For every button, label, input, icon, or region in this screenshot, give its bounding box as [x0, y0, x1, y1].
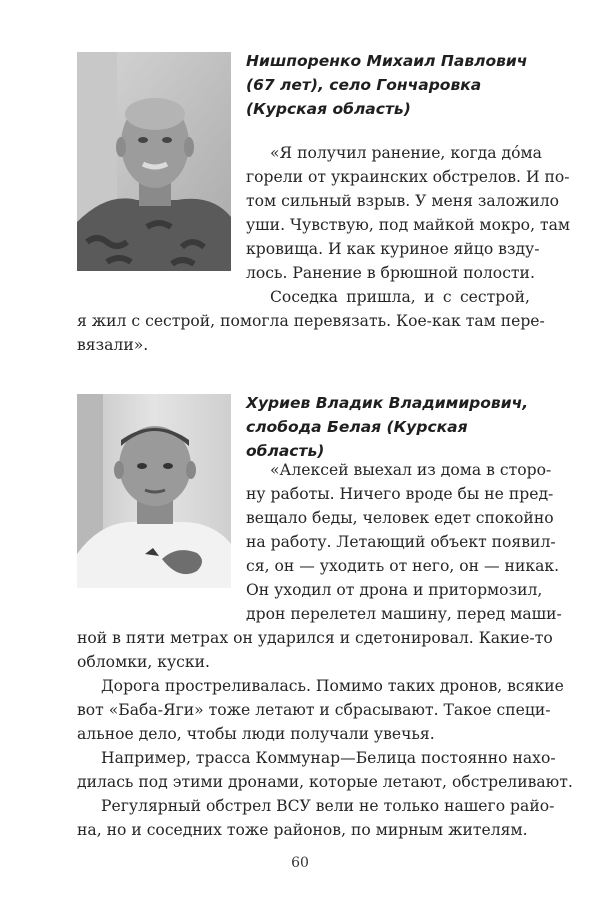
text-line: на работу. Летающий объект появил- [246, 533, 556, 551]
text-line: дрон перелетел машину, перед маши- [246, 605, 562, 623]
text-line: «Я получил ранение, когда до́ма [270, 144, 542, 162]
portrait-photo-khuriev [77, 394, 231, 588]
text-line: на, но и соседних тоже районов, по мирным жителям. [77, 821, 528, 839]
text-line: вещало беды, человек едет спокойно [246, 509, 554, 527]
text-line: обломки, куски. [77, 653, 211, 671]
text-line: ной в пяти метрах он ударился и сдетонировал. Какие-то [77, 629, 553, 647]
text-line: Соседка пришла, и с сестрой, [270, 288, 530, 306]
text-line: альное дело, чтобы люди получали увечья. [77, 725, 435, 743]
text-line: ся, он — уходить от него, он — никак. [246, 557, 560, 575]
text-line: я жил с сестрой, помогла перевязать. Кое-как там пере- [77, 312, 545, 330]
text-line: дилась под этими дронами, которые летают, обстреливают. [77, 773, 573, 791]
page-number: 60 [291, 855, 309, 871]
name-line: Нишпоренко Михаил Павлович [246, 52, 528, 70]
text-line: горели от украинских обстрелов. И по- [246, 168, 570, 186]
text-line: вот «Баба-Яги» тоже летают и сбрасывают. Такое специ- [77, 701, 551, 719]
name-line: (Курская область) [246, 100, 411, 118]
text-line: Он уходил от дрона и притормозил, [246, 581, 543, 599]
text-line: том сильный взрыв. У меня заложило [246, 192, 560, 210]
text-line: лось. Ранение в брюшной полости. [246, 264, 535, 282]
text-line: Регулярный обстрел ВСУ вели не только нашего райо- [101, 797, 555, 815]
text-line: вязали». [77, 336, 149, 354]
text-line: кровища. И как куриное яйцо взду- [246, 240, 540, 258]
person-name-heading-2 [246, 391, 546, 463]
text-line: Дорога простреливалась. Помимо таких дронов, всякие [101, 677, 564, 695]
portrait-photo-nishporenko [77, 52, 231, 271]
name-line: слобода Белая (Курская область) [246, 418, 468, 460]
text-line: уши. Чувствую, под майкой мокро, там [246, 216, 571, 234]
text-line: Например, трасса Коммунар—Белица постоянно нахо- [101, 749, 556, 767]
name-line: Хуриев Владик Владимирович, [246, 394, 529, 412]
name-line: (67 лет), село Гончаровка [246, 76, 482, 94]
text-line: «Алексей выехал из дома в сторо- [270, 461, 552, 479]
person-name-heading-1 [246, 49, 546, 121]
text-line: ну работы. Ничего вроде бы не пред- [246, 485, 554, 503]
